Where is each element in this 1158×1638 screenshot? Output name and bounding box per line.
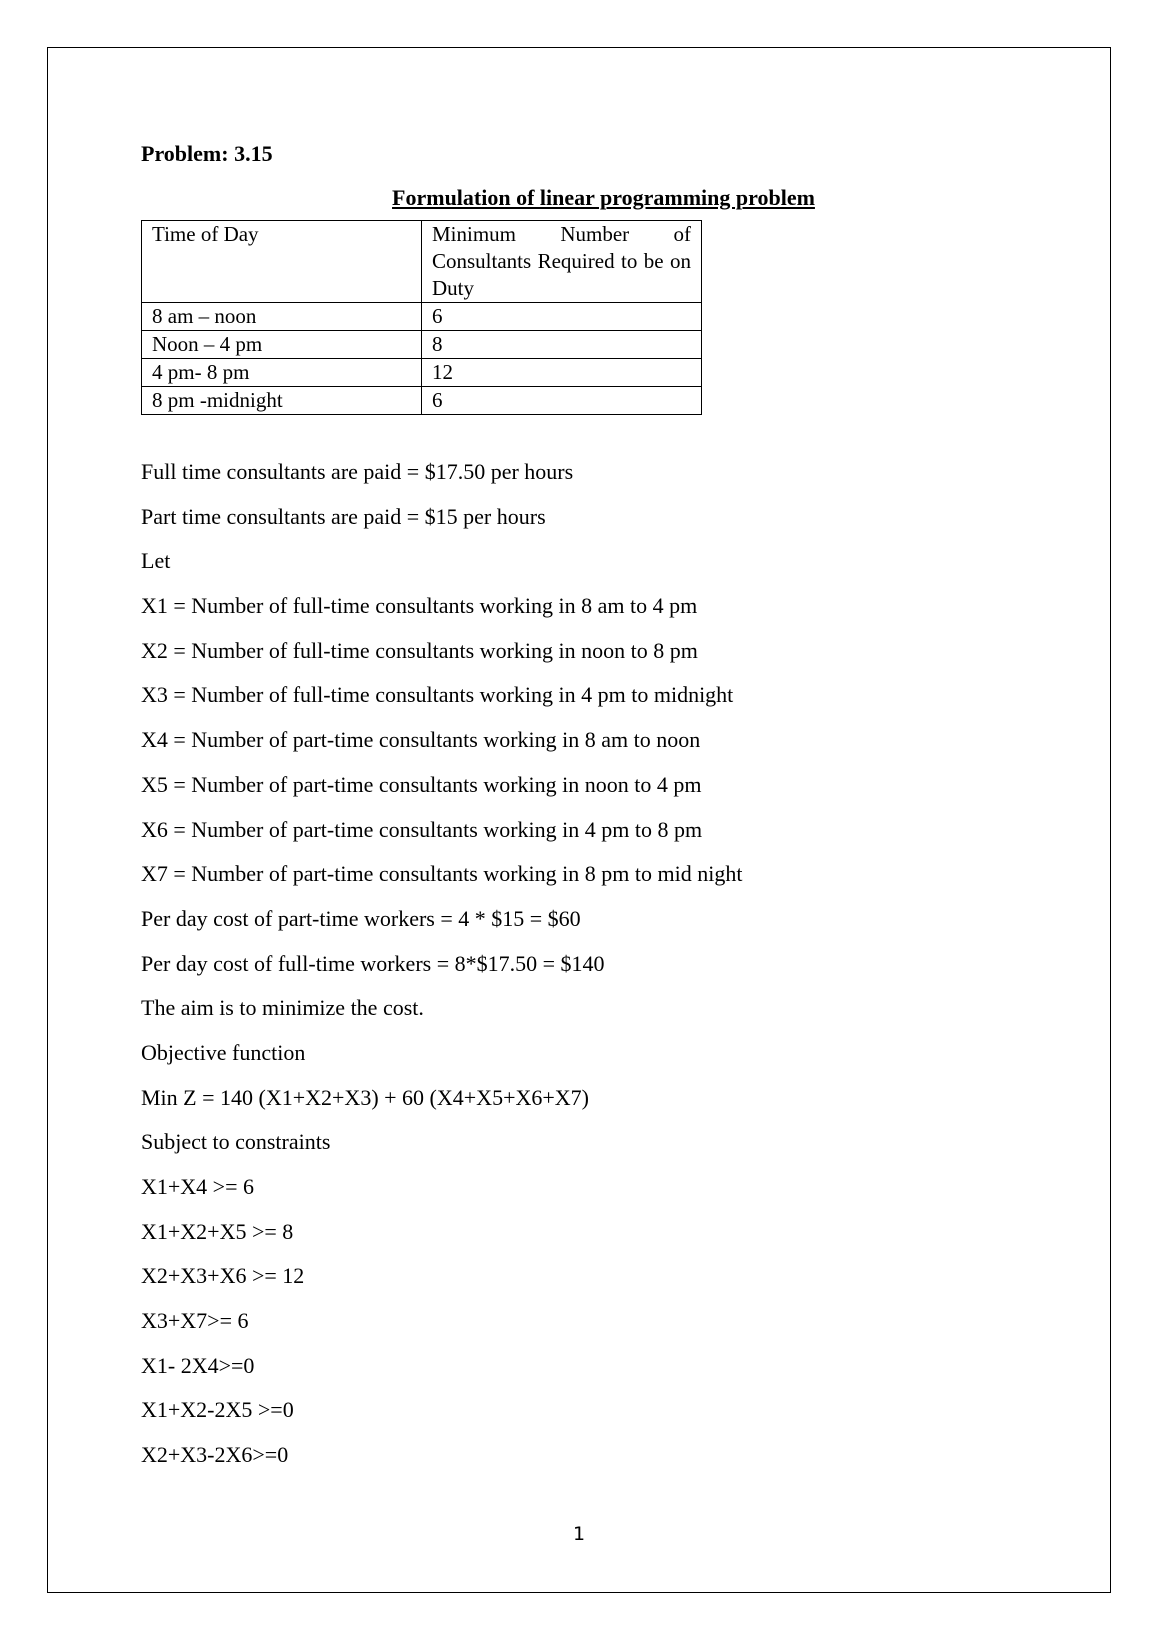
table-cell-minimum: 6 bbox=[422, 387, 702, 415]
objective-function: Min Z = 140 (X1+X2+X3) + 60 (X4+X5+X6+X7) bbox=[141, 1084, 589, 1110]
table-row bbox=[142, 331, 702, 359]
table-cell-time: 8 pm -midnight bbox=[142, 387, 422, 415]
constraint: X2+X3+X6 >= 12 bbox=[141, 1263, 305, 1289]
consultant-schedule-table bbox=[141, 220, 702, 415]
full-time-cost-line: Per day cost of full-time workers = 8*$17.50 = $140 bbox=[141, 950, 605, 976]
variable-definition-x6: X6 = Number of part-time consultants working in 4 pm to 8 pm bbox=[141, 816, 703, 842]
table-cell-time: Noon – 4 pm bbox=[142, 331, 422, 359]
constraint: X1+X2-2X5 >=0 bbox=[141, 1397, 294, 1423]
section-heading: Formulation of linear programming problem bbox=[392, 185, 815, 210]
variable-definition-x3: X3 = Number of full-time consultants working in 4 pm to midnight bbox=[141, 682, 734, 708]
table-cell-time: 8 am – noon bbox=[142, 303, 422, 331]
constraint: X1- 2X4>=0 bbox=[141, 1352, 255, 1378]
header-minimum-consultants: Minimum Number of Consultants Required to be on Duty bbox=[422, 221, 702, 303]
objective-function-label: Objective function bbox=[141, 1039, 306, 1065]
let-line: Let bbox=[141, 548, 171, 574]
constraint: X2+X3-2X6>=0 bbox=[141, 1442, 289, 1468]
variable-definition-x7: X7 = Number of part-time consultants working in 8 pm to mid night bbox=[141, 861, 743, 887]
page-number: 1 bbox=[572, 1523, 586, 1545]
full-time-pay-line: Full time consultants are paid = $17.50 per hours bbox=[141, 459, 574, 484]
table-row bbox=[142, 303, 702, 331]
constraint: X1+X2+X5 >= 8 bbox=[141, 1218, 294, 1244]
header-time-of-day: Time of Day bbox=[142, 221, 422, 303]
constraint: X1+X4 >= 6 bbox=[141, 1174, 254, 1199]
table-cell-minimum: 12 bbox=[422, 359, 702, 387]
aim-line: The aim is to minimize the cost. bbox=[141, 995, 424, 1021]
document-body bbox=[141, 137, 1021, 1487]
formulation-text bbox=[141, 459, 1021, 1468]
constraints-label: Subject to constraints bbox=[141, 1129, 331, 1155]
table-row bbox=[142, 359, 702, 387]
variable-definition-x5: X5 = Number of part-time consultants working in noon to 4 pm bbox=[141, 771, 702, 797]
constraint: X3+X7>= 6 bbox=[141, 1308, 249, 1334]
problem-title: Problem: 3.15 bbox=[141, 141, 273, 166]
variable-definition-x4: X4 = Number of part-time consultants working in 8 am to noon bbox=[141, 727, 701, 753]
part-time-cost-line: Per day cost of part-time workers = 4 * $15 = $60 bbox=[141, 905, 581, 931]
variable-definition-x1: X1 = Number of full-time consultants working in 8 am to 4 pm bbox=[141, 593, 698, 619]
table-cell-minimum: 6 bbox=[422, 303, 702, 331]
table-header-row bbox=[142, 221, 702, 303]
part-time-pay-line: Part time consultants are paid = $15 per hours bbox=[141, 503, 546, 529]
variable-definition-x2: X2 = Number of full-time consultants working in noon to 8 pm bbox=[141, 637, 698, 663]
table-row bbox=[142, 387, 702, 415]
table-cell-minimum: 8 bbox=[422, 331, 702, 359]
table-cell-time: 4 pm- 8 pm bbox=[142, 359, 422, 387]
